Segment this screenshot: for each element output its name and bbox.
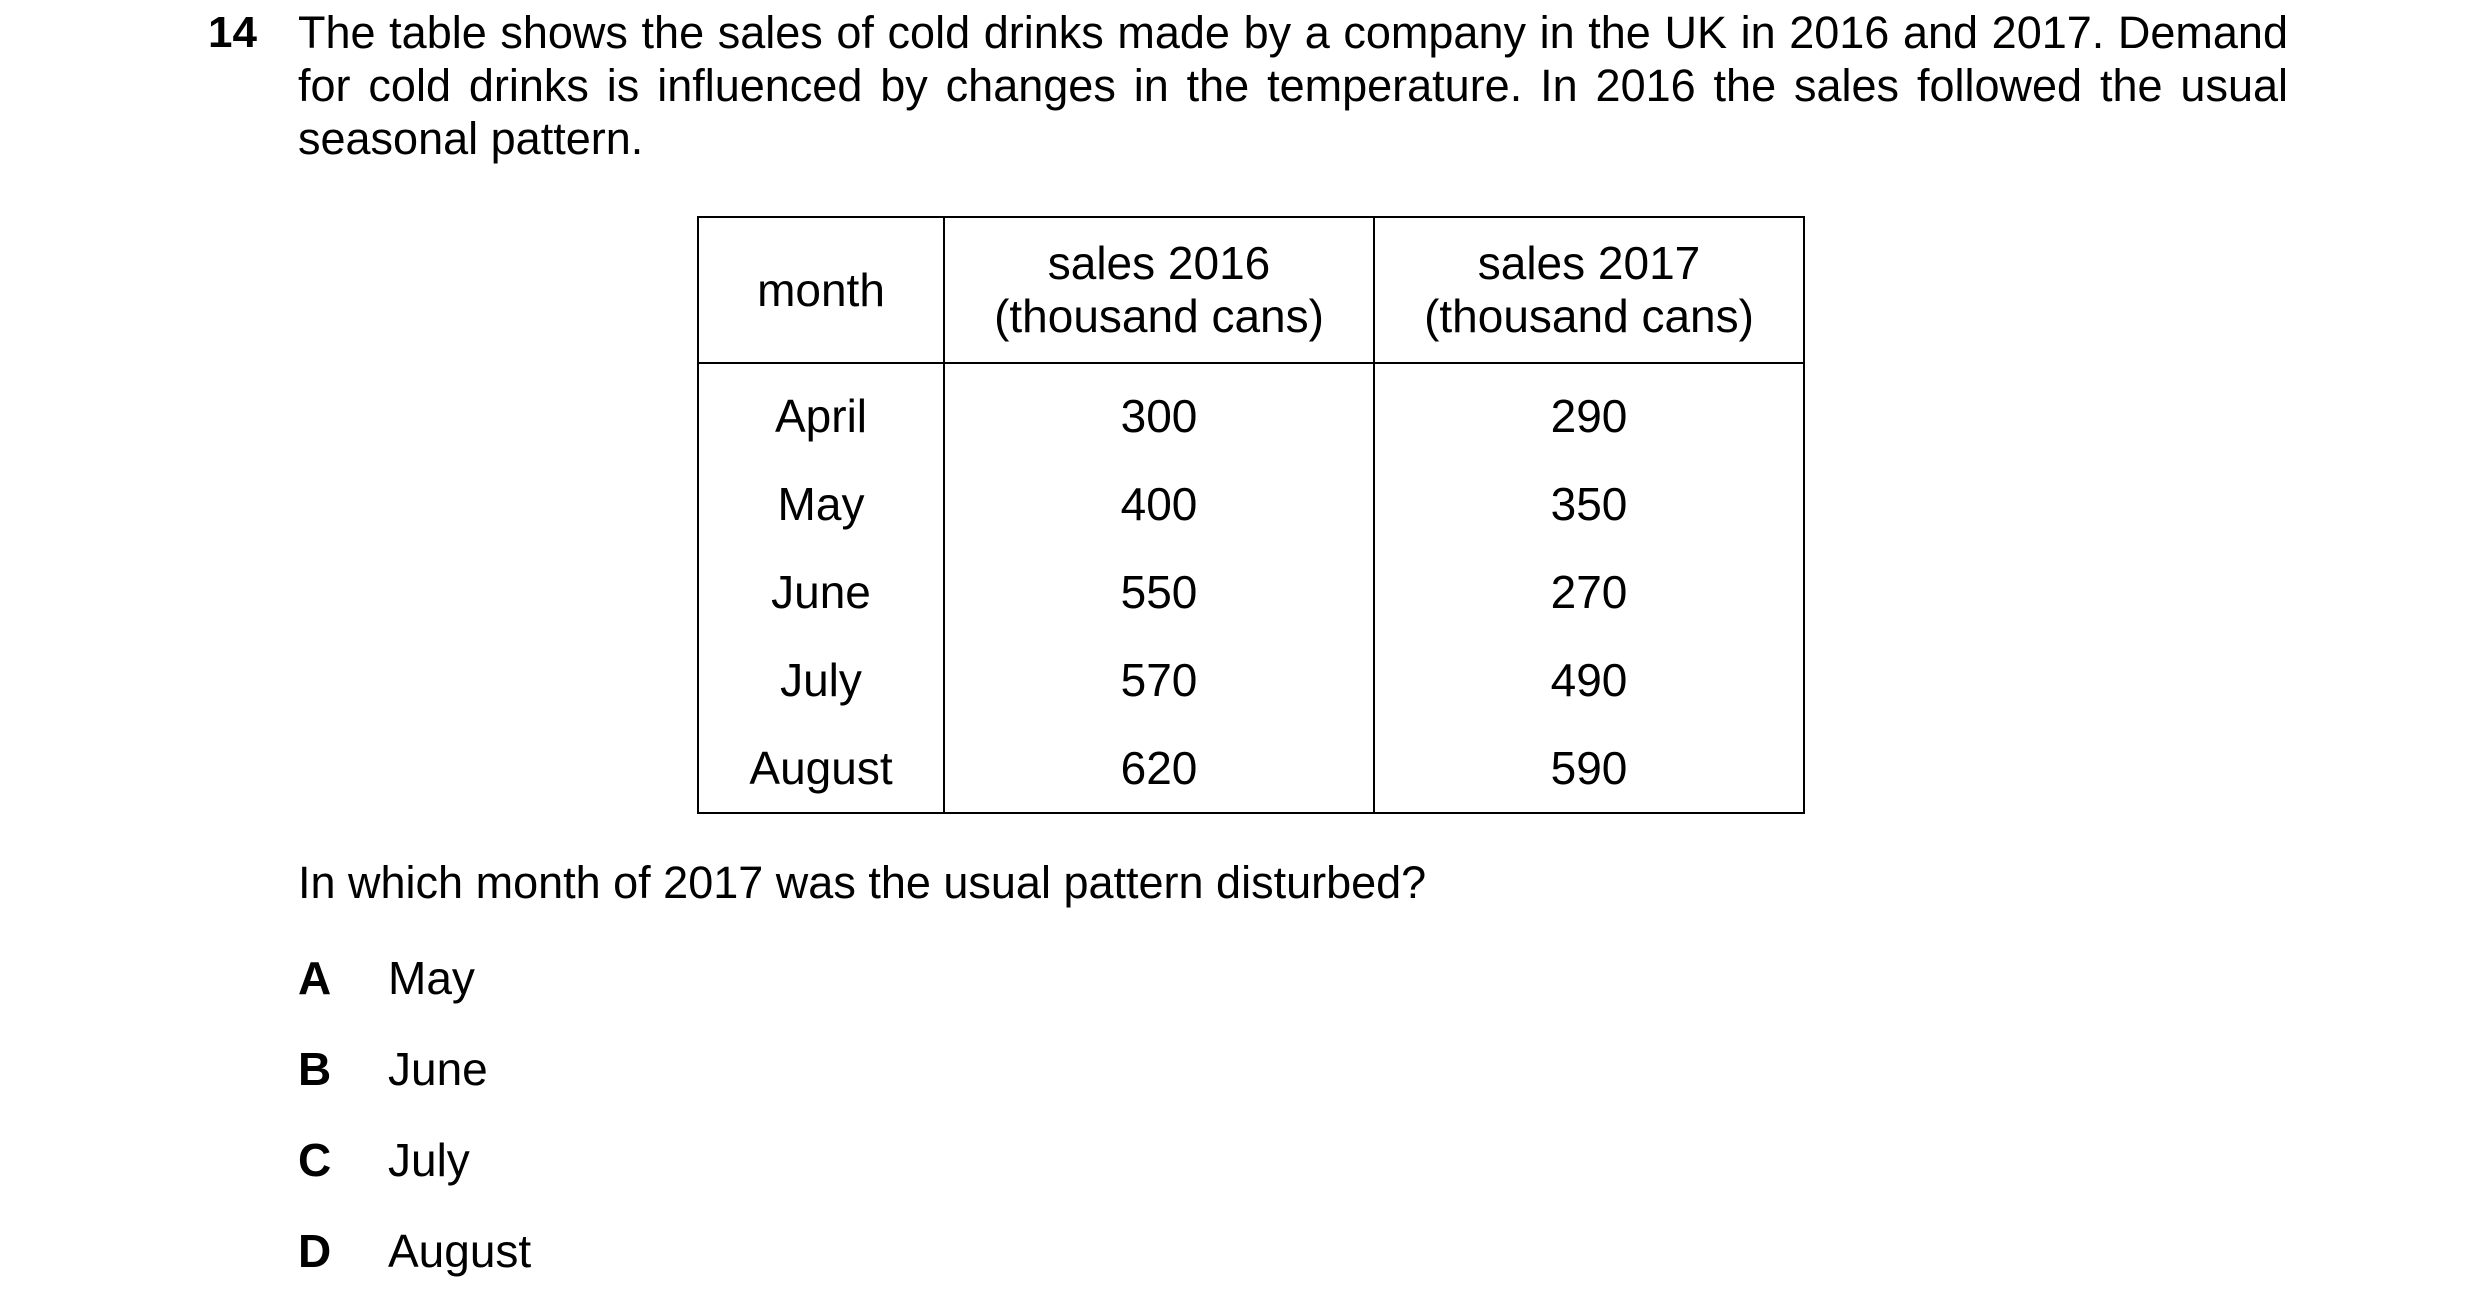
header-sales-2017-label: sales 2017 [1477,237,1701,289]
cell-sales-2016: 550 [944,548,1374,636]
option-letter: B [298,1043,332,1095]
option-b[interactable] [298,1043,531,1134]
cell-sales-2016: 400 [944,460,1374,548]
table-row [698,724,1804,813]
header-sales-2017-unit: (thousand cans) [1424,290,1754,342]
option-text: May [388,952,475,1004]
header-sales-2016 [944,217,1374,363]
header-sales-2016-label: sales 2016 [1047,237,1271,289]
cell-sales-2016: 300 [944,363,1374,460]
cell-month: May [698,460,944,548]
cell-sales-2017: 290 [1374,363,1804,460]
table-header-row [698,217,1804,363]
table-row [698,548,1804,636]
header-sales-2017 [1374,217,1804,363]
cell-sales-2017: 270 [1374,548,1804,636]
cell-sales-2017: 490 [1374,636,1804,724]
option-letter: D [298,1225,332,1277]
header-month [698,217,944,363]
cell-month: August [698,724,944,813]
question-stem-text: The table shows the sales of cold drinks made by a company in the UK in 2016 and 2017. Demand for cold drinks is influenced by changes in the temperature. In 2016 the sales followed the usual seasonal pattern. [298,7,2288,164]
cell-month: June [698,548,944,636]
question-stem [298,6,2288,165]
header-sales-2016-unit: (thousand cans) [994,290,1324,342]
option-a[interactable] [298,952,531,1043]
option-c[interactable] [298,1134,531,1225]
option-text: June [388,1043,488,1095]
option-letter: A [298,952,332,1004]
cell-month: July [698,636,944,724]
header-month-label: month [757,263,885,316]
table-row [698,460,1804,548]
cell-sales-2017: 590 [1374,724,1804,813]
cell-sales-2017: 350 [1374,460,1804,548]
table-row [698,636,1804,724]
question-number: 14 [208,8,257,57]
option-text: August [388,1225,532,1277]
answer-options [298,952,531,1316]
question-prompt: In which month of 2017 was the usual pattern disturbed? [298,857,1427,908]
table-row [698,363,1804,460]
cell-sales-2016: 570 [944,636,1374,724]
cell-sales-2016: 620 [944,724,1374,813]
sales-table [697,216,1805,814]
option-d[interactable] [298,1225,531,1316]
cell-month: April [698,363,944,460]
option-letter: C [298,1134,332,1186]
option-text: July [388,1134,470,1186]
